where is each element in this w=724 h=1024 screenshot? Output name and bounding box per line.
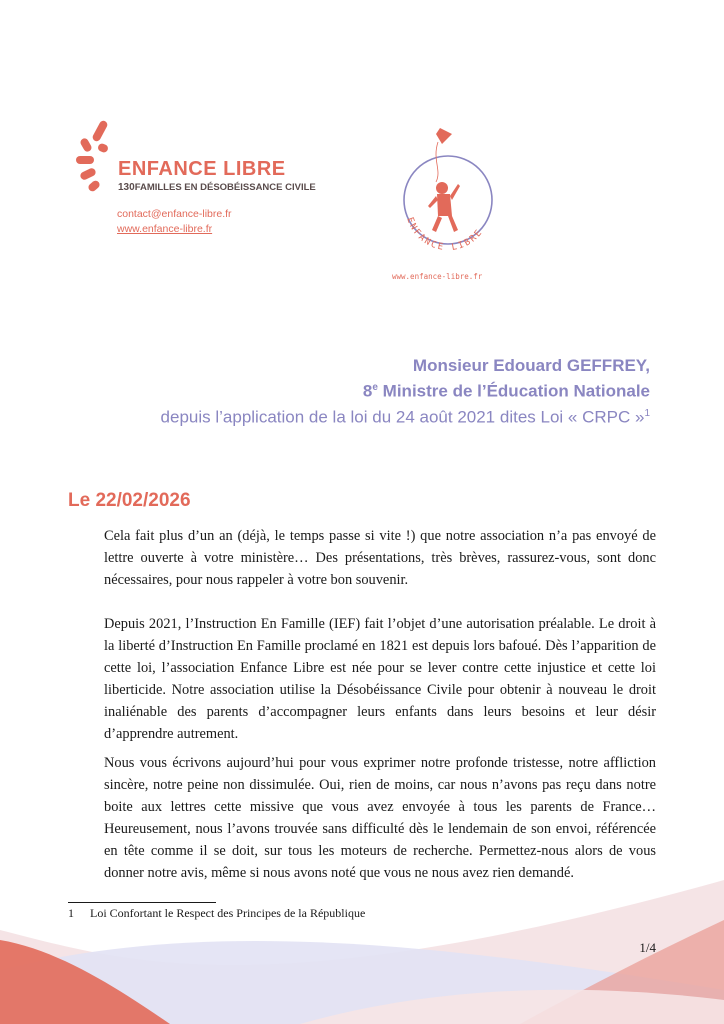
recipient-block: [161, 355, 650, 428]
recipient-title: 8e Ministre de l’Éducation Nationale: [362, 381, 650, 401]
footnote-ref: 1: [644, 407, 650, 419]
paragraph-context: Depuis 2021, l’Instruction En Famille (IEF) fait l’objet d’une autorisation préalable. Le droit à la liberté d’Instruction En Famille proclamé en 1821 est depuis lors bafoué. Dès l’apparition de cette loi, l’association Enfance Libre est née pour se lever contre cette injustice et cette loi liberticide. Notre association utilise la Désobéissance Civile pour obtenir à nouveau le droit inaliénable des parents d’accompagner leurs enfants dans leurs besoins et leur désir d’apprendre autrement.: [104, 616, 656, 742]
contact-email-link[interactable]: contact@enfance-libre.fr: [117, 208, 232, 220]
letter-body: [104, 525, 656, 884]
page-number: 1/4: [639, 940, 656, 955]
footnote-rule: [68, 902, 216, 903]
recipient-name: Monsieur Edouard GEFFREY,: [412, 356, 650, 375]
sun-rays-icon: [74, 118, 120, 198]
letter-date: Le 22/02/2026: [68, 490, 191, 511]
brand-title: ENFANCE LIBRE: [118, 158, 286, 180]
footnote: [68, 906, 365, 921]
brand-logo: [74, 118, 334, 238]
footnote-number: 1: [68, 906, 74, 920]
circle-logo-text: ENFANCE LIBRE: [404, 216, 486, 254]
decorative-waves: [0, 860, 724, 1024]
child-figure-icon: [428, 182, 460, 232]
families-count: 130: [118, 182, 135, 193]
brand-contact: [117, 207, 232, 237]
paragraph-purpose: Nous vous écrivons aujourd’hui pour vous exprimer notre profonde tristesse, notre affliction sincère, notre peine non dissimulée. Oui, rien de moins, car nous n’avons pas reçu dans notre boite aux lettres cette missive que vous avez envoyée à tous les parents de France… Heureusement, nous l’avons trouvée sans difficulté dès le lendemain de son envoi, référencée en tête comme il se doit, sur tous les moteurs de recherche. Permettez-nous alors de vous donner notre avis, même si nous avons noté que vous ne nous avez rien demandé.: [104, 755, 656, 881]
contact-website-link[interactable]: www.enfance-libre.fr: [117, 223, 213, 235]
families-label: FAMILLES EN DÉSOBÉISSANCE CIVILE: [134, 182, 316, 193]
recipient-context: depuis l’application de la loi du 24 août 2021 dites Loi « CRPC »$^1$: [160, 407, 650, 427]
brand-subtitle: [118, 182, 316, 193]
svg-text:ENFANCE LIBRE: [404, 216, 485, 253]
logo-url[interactable]: www.enfance-libre.fr: [392, 272, 483, 281]
footnote-text: Loi Confortant le Respect des Principes de la République: [90, 906, 366, 920]
enfance-libre-circle-logo: [392, 120, 502, 285]
kite-icon: [436, 128, 452, 144]
paragraph-intro: Cela fait plus d’un an (déjà, le temps passe si vite !) que notre association n’a pas envoyé de lettre ouverte à votre ministère… Des présentations, très brèves, rassurez-vous, sont donc nécessaires, pour nous rappeler à votre bon souvenir.: [104, 528, 656, 588]
